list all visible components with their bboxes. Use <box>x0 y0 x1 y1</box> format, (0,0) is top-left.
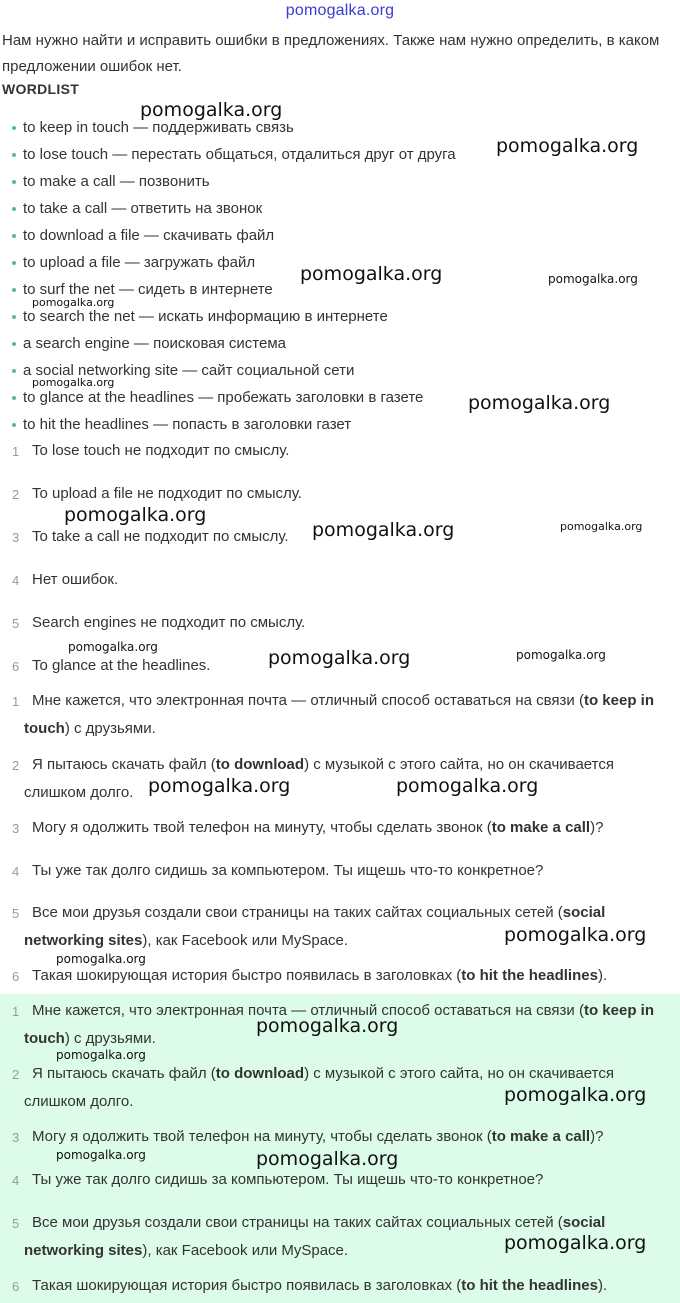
sentence-number: 4 <box>12 1173 20 1188</box>
sentence <box>24 1123 670 1151</box>
sentence-text: Такая шокирующая история быстро появилась в заголовках ( <box>32 1277 462 1294</box>
sentence-text: Могу я одолжить твой телефон на минуту, чтобы сделать звонок ( <box>32 1128 492 1145</box>
bullet-icon <box>12 126 16 130</box>
watermark: pomogalka.org <box>32 296 115 309</box>
watermark: pomogalka.org <box>68 640 158 654</box>
bullet-icon <box>12 153 16 157</box>
sentence-highlight: to make a call <box>491 819 591 836</box>
sentence-text: Ты уже так долго сидишь за компьютером. Ты ищешь что-то конкретное? <box>32 862 544 879</box>
sentence <box>24 751 670 807</box>
answer-text: To glance at the headlines. <box>32 657 211 674</box>
watermark: pomogalka.org <box>560 520 643 533</box>
sentence-number: 6 <box>12 1279 20 1294</box>
watermark: pomogalka.org <box>56 1148 146 1162</box>
watermark: pomogalka.org <box>504 1084 647 1106</box>
sentence-number: 1 <box>12 1004 20 1019</box>
watermark: pomogalka.org <box>148 775 291 797</box>
site-header[interactable]: pomogalka.org <box>285 2 395 19</box>
bullet-icon <box>12 315 16 319</box>
sentence-text: Такая шокирующая история быстро появилась в заголовках ( <box>32 967 462 984</box>
watermark: pomogalka.org <box>256 1015 399 1037</box>
sentence <box>24 814 670 842</box>
sentence <box>24 1166 670 1194</box>
sentence-text: ). <box>597 967 608 984</box>
wordlist-item <box>12 172 210 192</box>
sentence-number: 5 <box>12 906 20 921</box>
sentence-text: Ты уже так долго сидишь за компьютером. Ты ищешь что-то конкретное? <box>32 1171 544 1188</box>
sentence-number: 3 <box>12 821 20 836</box>
watermark: pomogalka.org <box>312 519 455 541</box>
wordlist-item <box>12 226 274 246</box>
wordlist-item <box>12 145 456 165</box>
answer-number: 6 <box>12 659 20 674</box>
bullet-icon <box>12 207 16 211</box>
sentence-text: ) с друзьями. <box>64 720 156 737</box>
sentence-number: 4 <box>12 864 20 879</box>
answer-text: To lose touch не подходит по смыслу. <box>32 442 290 459</box>
wordlist-item <box>12 307 388 327</box>
bullet-icon <box>12 369 16 373</box>
answer-text: Search engines не подходит по смыслу. <box>32 614 306 631</box>
sentence-highlight: to download <box>215 756 305 773</box>
answer-text: To upload a file не подходит по смыслу. <box>32 485 302 502</box>
watermark: pomogalka.org <box>140 99 283 121</box>
wordlist-item-text: to download a file — скачивать файл <box>23 227 275 244</box>
watermark: pomogalka.org <box>56 1048 146 1062</box>
wordlist-item-text: to take a call — ответить на звонок <box>23 200 263 217</box>
sentence <box>24 857 670 885</box>
answer-number: 3 <box>12 530 20 545</box>
watermark: pomogalka.org <box>396 775 539 797</box>
watermark: pomogalka.org <box>256 1148 399 1170</box>
sentence-text: ). <box>597 1277 608 1294</box>
answer-number: 5 <box>12 616 20 631</box>
sentence-highlight: to download <box>215 1065 305 1082</box>
wordlist-item <box>12 199 262 219</box>
sentence-number: 2 <box>12 758 20 773</box>
bullet-icon <box>12 342 16 346</box>
wordlist-item-text: to search the net — искать информацию в интернете <box>23 308 388 325</box>
sentence-text: ) с друзьями. <box>64 1030 156 1047</box>
sentence-highlight: to hit the headlines <box>461 1277 598 1294</box>
sentence-highlight: to keep in touch <box>24 692 654 737</box>
bullet-icon <box>12 180 16 184</box>
sentence-text: ) с музыкой с этого сайта, но он скачивается слишком долго. <box>24 756 614 801</box>
wordlist-item-text: a search engine — поисковая система <box>23 335 287 352</box>
sentence-text: Все мои друзья создали свои страницы на таких сайтах социальных сетей ( <box>32 1214 563 1231</box>
answer-number: 4 <box>12 573 20 588</box>
sentence-number: 1 <box>12 694 20 709</box>
watermark: pomogalka.org <box>516 648 606 662</box>
bullet-icon <box>12 423 16 427</box>
sentence-text: ) с музыкой с этого сайта, но он скачивается слишком долго. <box>24 1065 614 1110</box>
wordlist-item-text: to upload a file — загружать файл <box>23 254 256 271</box>
wordlist-item <box>12 415 351 435</box>
wordlist-item-text: to glance at the headlines — пробежать заголовки в газете <box>23 389 424 406</box>
watermark: pomogalka.org <box>268 647 411 669</box>
wordlist-item-text: a social networking site — сайт социальной сети <box>23 362 355 379</box>
wordlist-item-text: to make a call — позвонить <box>23 173 210 190</box>
sentence-highlight: to hit the headlines <box>461 967 598 984</box>
sentence-text: )? <box>590 819 604 836</box>
wordlist-item <box>12 334 286 354</box>
sentence-number: 5 <box>12 1216 20 1231</box>
sentence-highlight: social networking sites <box>24 904 606 949</box>
watermark: pomogalka.org <box>300 263 443 285</box>
watermark: pomogalka.org <box>548 272 638 286</box>
sentence <box>24 962 670 990</box>
wordlist-item <box>12 253 255 273</box>
wordlist-item <box>12 118 294 138</box>
watermark: pomogalka.org <box>64 504 207 526</box>
intro-text: Нам нужно найти и исправить ошибки в предложениях. Также нам нужно определить, в каком предложении ошибок нет. <box>2 32 660 75</box>
sentence-text: Мне кажется, что электронная почта — отличный способ оставаться на связи ( <box>32 692 584 709</box>
answer-number: 1 <box>12 444 20 459</box>
sentence <box>24 1272 670 1300</box>
sentence-text: Могу я одолжить твой телефон на минуту, чтобы сделать звонок ( <box>32 819 492 836</box>
bullet-icon <box>12 261 16 265</box>
wordlist-item <box>12 388 423 408</box>
sentence-text: Все мои друзья создали свои страницы на таких сайтах социальных сетей ( <box>32 904 563 921</box>
wordlist-item-text: to hit the headlines — попасть в заголовки газет <box>23 416 352 433</box>
sentence-highlight: to make a call <box>491 1128 591 1145</box>
watermark: pomogalka.org <box>496 135 639 157</box>
answer-number: 2 <box>12 487 20 502</box>
answer-text: Нет ошибок. <box>32 571 119 588</box>
bullet-icon <box>12 288 16 292</box>
sentence-text: ), как Facebook или MySpace. <box>142 1242 349 1259</box>
bullet-icon <box>12 234 16 238</box>
watermark: pomogalka.org <box>504 1232 647 1254</box>
watermark: pomogalka.org <box>32 376 115 389</box>
bullet-icon <box>12 396 16 400</box>
answer-text: To take a call не подходит по смыслу. <box>32 528 289 545</box>
sentence-number: 3 <box>12 1130 20 1145</box>
watermark: pomogalka.org <box>504 924 647 946</box>
sentence-number: 2 <box>12 1067 20 1082</box>
wordlist-item-text: to lose touch — перестать общаться, отдалиться друг от друга <box>23 146 456 163</box>
sentence-number: 6 <box>12 969 20 984</box>
sentence-highlight: social networking sites <box>24 1214 606 1259</box>
watermark: pomogalka.org <box>56 952 146 966</box>
wordlist-item-text: to keep in touch — поддерживать связь <box>23 119 294 136</box>
sentence-text: Мне кажется, что электронная почта — отличный способ оставаться на связи ( <box>32 1002 584 1019</box>
sentence-text: ), как Facebook или MySpace. <box>142 932 349 949</box>
sentence-highlight: to keep in touch <box>24 1002 654 1047</box>
wordlist-title: WORDLIST <box>2 81 80 97</box>
watermark: pomogalka.org <box>468 392 611 414</box>
sentence-text: Я пытаюсь скачать файл ( <box>32 756 216 773</box>
wordlist-item-text: to surf the net — сидеть в интернете <box>23 281 273 298</box>
sentence <box>24 687 670 743</box>
sentence-text: Я пытаюсь скачать файл ( <box>32 1065 216 1082</box>
sentence-text: )? <box>590 1128 604 1145</box>
